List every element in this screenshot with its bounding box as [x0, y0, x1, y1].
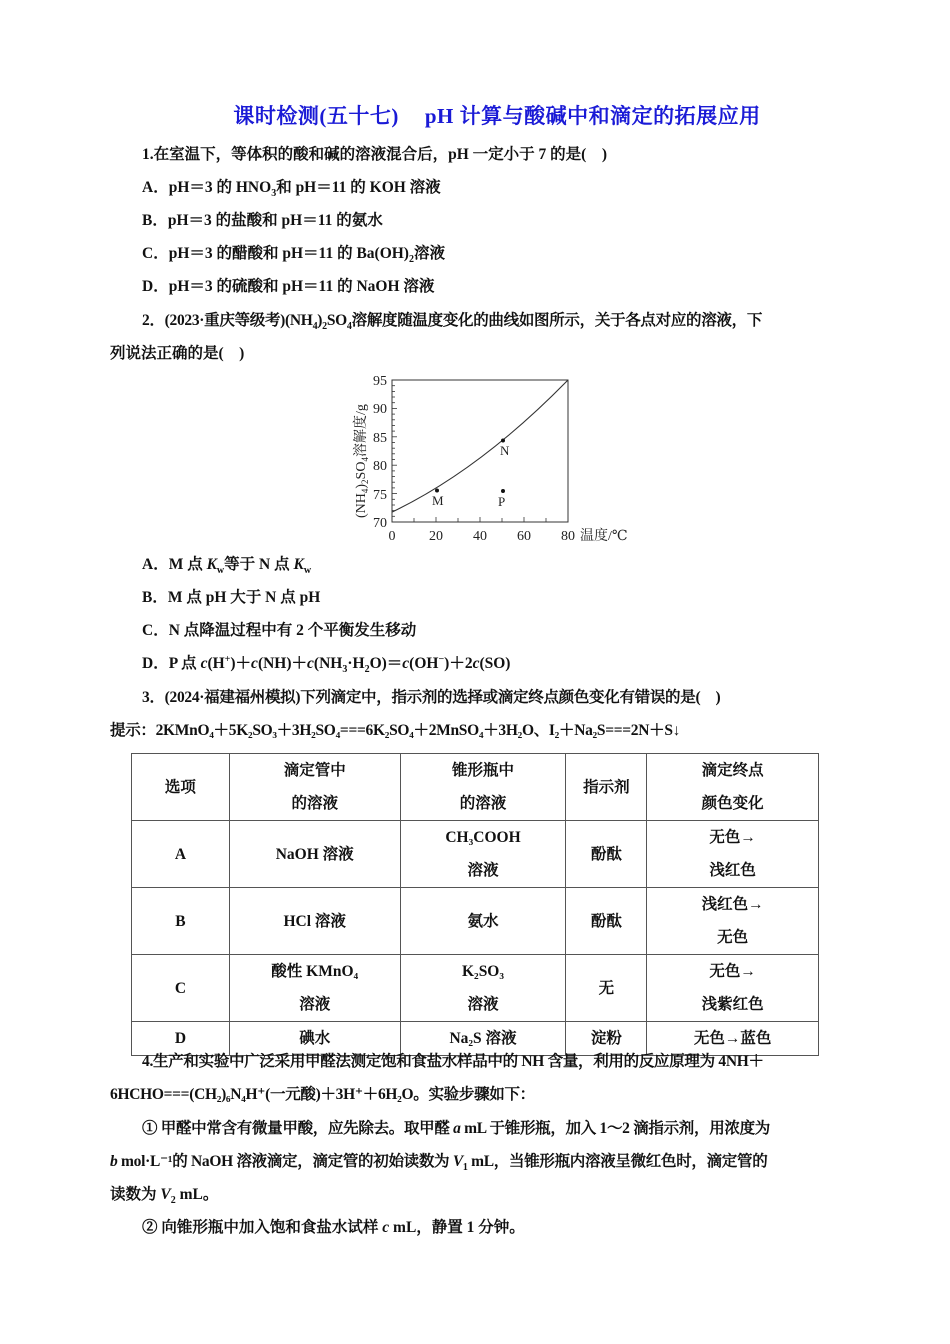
table-row: B HCl 溶液 氨水 酚酞 浅红色→ 无色 [132, 888, 819, 955]
header-option: 选项 [132, 754, 230, 821]
table-header-row [132, 754, 819, 821]
svg-text:P: P [498, 494, 506, 509]
q1-option-c: C．pH＝3 的醋酸和 pH＝11 的 $Ba(OH)_2$溶液 [142, 245, 445, 266]
point-n [501, 439, 505, 443]
table-row: C 酸性 KMnO₄ 溶液 K₂SO₃ 溶液 无 无色→ 浅紫红色 [132, 955, 819, 1022]
q3-hint: 提示：2KMnO₄＋5K₂SO₃＋3H₂SO₄===6K₂SO₄＋2MnSO₄＋3H₂O、I₂＋Na₂S===2N＋S↓ [110, 722, 681, 739]
table-row: A NaOH 溶液 CH₃COOH 溶液 酚酞 无色→ 浅红色 [132, 821, 819, 888]
q2-option-b: B．M 点 pH 大于 N 点 pH [142, 589, 321, 606]
q1-option-b: B．pH＝3 的盐酸和 pH＝11 的氨水 [142, 212, 383, 229]
page-title [0, 100, 950, 130]
y-axis-label: $(NH_4)_2SO_4$溶解度/g [354, 404, 370, 518]
q2-stem-line2: 列说法正确的是( ) [110, 345, 245, 362]
q4-step2: ② 向锥形瓶中加入饱和食盐水试样 c mL，静置 1 分钟。 [142, 1219, 525, 1236]
q4-line1: 4.生产和实验中广泛采用甲醛法测定饱和食盐水样品中的 NH 含量，利用的反应原理为 4NH＋ [142, 1053, 764, 1070]
y-axis-ticks [392, 380, 397, 516]
q1-stem: 1.在室温下，等体积的酸和碱的溶液混合后，pH 一定小于 7 的是( ) [142, 146, 608, 163]
q3-stem: 3．(2024·福建福州模拟)下列滴定中，指示剂的选择或滴定终点颜色变化有错误的是( ) [142, 689, 721, 706]
header-endpoint: 滴定终点 颜色变化 [647, 754, 819, 821]
q1-option-d: D．pH＝3 的硫酸和 pH＝11 的 NaOH 溶液 [142, 278, 435, 295]
x-axis-ticks [414, 517, 546, 522]
svg-text:85: 85 [373, 431, 387, 446]
svg-text:N: N [500, 443, 510, 458]
svg-text:90: 90 [373, 402, 387, 417]
point-p [501, 489, 505, 493]
q2-stem: 2．(2023·重庆等级考)$(NH_4)_2SO_4$溶解度随温度变化的曲线如图所示，关于各点对应的溶液，下 [142, 312, 763, 333]
svg-text:20: 20 [429, 529, 443, 544]
svg-text:75: 75 [373, 488, 387, 503]
solubility-chart [340, 366, 640, 552]
q2-option-d: D．P 点 $c(H^+)+c(NH)+c(NH_3\cdot H_2O)=c(OH^-)+2c(SO)$ [142, 653, 511, 676]
svg-text:60: 60 [517, 529, 531, 544]
svg-text:80: 80 [561, 529, 575, 544]
point-m [435, 489, 439, 493]
svg-text:70: 70 [373, 516, 387, 531]
solubility-curve [392, 380, 568, 512]
q2-option-c: C．N 点降温过程中有 2 个平衡发生移动 [142, 622, 417, 639]
title-left: 课时检测(五十七) [233, 104, 399, 128]
q4-step1-line2: b mol·L⁻¹的 NaOH 溶液滴定，滴定管的初始读数为 $V_1$ mL，当锥形瓶内溶液呈微红色时，滴定管的 [110, 1153, 768, 1174]
x-axis-label: 温度/℃ [580, 529, 628, 544]
svg-text:40: 40 [473, 529, 487, 544]
q1-option-a: A．pH＝3 的 $HNO_3$和 pH＝11 的 KOH 溶液 [142, 179, 441, 200]
svg-text:80: 80 [373, 459, 387, 474]
q4-line2: 6HCHO===(CH₂)₆N₄H⁺(一元酸)＋3H⁺＋6H₂O。实验步骤如下： [110, 1086, 535, 1103]
title-right: pH 计算与酸碱中和滴定的拓展应用 [424, 104, 761, 128]
q4-step1-line1: ① 甲醛中常含有微量甲酸，应先除去。取甲醛 a mL 于锥形瓶，加入 1～2 滴指示剂，用浓度为 [142, 1120, 771, 1137]
header-indicator: 指示剂 [566, 754, 647, 821]
svg-text:0: 0 [388, 529, 396, 544]
header-flask: 锥形瓶中 的溶液 [400, 754, 566, 821]
svg-text:M: M [432, 493, 444, 508]
q2-option-a: A．M 点 $K_w$等于 N 点 $K_w$ [142, 556, 312, 577]
svg-text:95: 95 [373, 374, 387, 389]
table-row: D 碘水 Na₂S 溶液 淀粉 无色→蓝色 [132, 1022, 819, 1056]
q4-step1-line3: 读数为 $V_2$ mL。 [110, 1186, 219, 1207]
header-burette: 滴定管中 的溶液 [229, 754, 400, 821]
titration-table [131, 753, 819, 1056]
